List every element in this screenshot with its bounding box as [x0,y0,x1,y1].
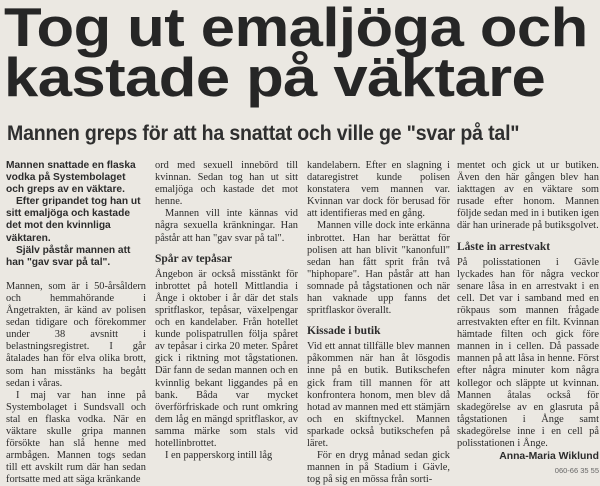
paragraph: I en papperskorg intill låg [165,450,273,462]
column-1 [6,160,146,486]
paragraph: Mannen ville dock inte erkänna inbrottet. Han har berättat för polisen att han blivit "kanonfull" sedan han fått sprit från två "hiphopare". Han påstår att han somnade på tågstationen och när han vaknade upp fanns det spritflaskor överallt. [307,220,450,317]
body-text [457,257,599,451]
paragraph: Ångebon är också misstänkt för inbrottet på hotell Mittlandia i Ånge i oktober i år där det stals spritflaskor, tepåsar, växelpengar och en kandelaber. Från hotellet kunde polispatrullen följa spåret av tepåsar i cirka 20 meter. Spåret gick i riktning mot tågstationen. Där fann de sedan mannen och en kvinnlig bekant liggandes på en bank. Båda var mycket överförfriskade och runt omkring dem låg en mängd spritflaskor, av samma märke som stals vid hotellinbrottet. [155,268,298,449]
headline [4,0,600,108]
body-text [307,160,450,317]
column-2 [155,160,298,462]
subheadline: Mannen greps för att ha snattat och ville ge "svar på tal" [7,122,520,145]
column-4 [457,160,599,477]
paragraph: Mannen vill inte kännas vid några sexuella kränkningar. Han påstår att han "gav svar på tal". [155,208,298,244]
section-heading: Låste in arrestvakt [457,240,551,253]
body-text [155,269,298,463]
phone-number: 060-66 35 55 [554,466,599,476]
lead-paragraph [6,160,146,269]
lead-text: Mannen snattade en flaska vodka på Systembolaget och greps av en väktare. [6,160,136,196]
body-text [155,160,298,245]
paragraph: ord med sexuell innebörd till kvinnan. Sedan tog han ut sitt emaljöga och kastade det mot henne. [155,160,298,208]
column-3 [307,160,450,486]
paragraph: För en dryg månad sedan gick mannen in på Stadium i Gävle, tog på sig en mössa från sorti- [307,450,450,486]
paragraph: Mannen, som är i 50-årsåldern och hemmahörande i Ångetrakten, är känd av polisen sedan tidigare och förekommer under 38 avsnitt i belastningsregistret. I går åtalades han för elva olika brott, som han misstänks ha begått sedan i våras. [6,280,146,389]
section-heading: Spår av tepåsar [155,252,233,265]
paragraph: I maj var han inne på Systembolaget i Sundsvall och stal en flaska vodka. När en väktare skulle gripa mannen försökte han slå henne med armbågen. Mannen togs sedan till ett avskilt rum där han sedan fortsatte med att säga kränkande [6,389,146,486]
paragraph: kandelabern. Efter en slagning i dataregistret kunde polisen konstatera vem mannen var. Kvinnan var dock för berusad för att identifieras med en gång. [307,160,450,220]
section-heading: Kissade i butik [307,325,381,338]
byline: Anna-Maria Wiklund [499,451,599,463]
paragraph: mentet och gick ut ur butiken. Även den här gången blev han iakttagen av en väktare som rusade efter honom. Mannen följde sedan med in i butiken igen där han urinerade på butiksgolvet. [457,160,599,232]
body-text [307,341,450,486]
body-text [6,281,146,486]
paragraph: På polisstationen i Gävle lyckades han för några veckor senare låsa in en arrestvakt i en cell. Det var i samband med en rökpaus som mannen frågade arrestvakten efter en filt. Kvinnan hämtade filten och gick före mannen in i cellen. Då passade mannen på att låsa in henne. Först efter några minuter kom några kollegor och släppte ut kvinnan. Mannen åtalas också för skadegörelse av en glasruta på tågstationen i Ånge samt skadegörelse inne i en cell på polisstationen i Ånge. [457,256,599,449]
paragraph: Vid ett annat tillfälle blev mannen påkommen när han åt lösgodis inne på en butik. Butikschefen gick fram till mannen för att konfrontera honom, men blev då hotad av mannen med ett stämjärn och en skiftnyckel. Mannen sparkade också butikschefen på läret. [307,341,450,449]
headline-line-2: kastade på väktare [4,46,546,108]
lead-text: Själv påstår mannen att han "gav svar på tal". [6,244,131,268]
headline-line-1: Tog ut emaljöga och [4,0,588,58]
lead-text: Efter gripandet tog han ut sitt emaljöga och kastade det mot den kvinnliga väktaren. [6,196,141,244]
body-text [457,160,599,233]
